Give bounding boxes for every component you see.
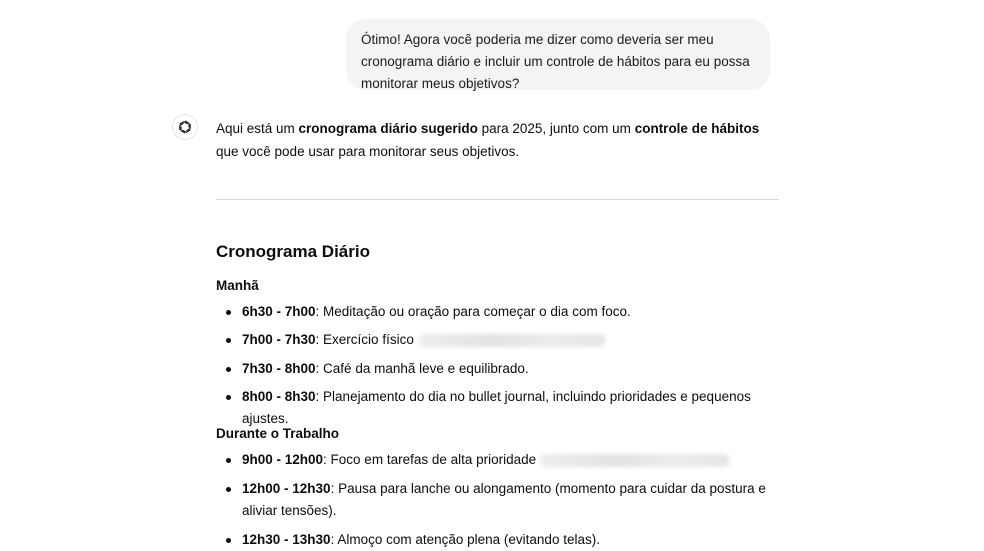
list-item-desc: : Foco em tarefas de alta prioridade [323, 452, 537, 467]
list-item-time: 12h00 - 12h30 [242, 481, 331, 496]
blurred-text [540, 454, 730, 467]
intro-text-2: para 2025, junto com um [477, 121, 635, 136]
bullet-icon [226, 395, 231, 400]
bullet-icon [226, 310, 231, 315]
section-title-morning: Manhã [216, 278, 259, 293]
blurred-text [418, 334, 606, 347]
list-item [226, 329, 786, 351]
openai-logo-icon [172, 114, 198, 140]
bullet-icon [226, 487, 231, 492]
bullet-icon [226, 538, 231, 543]
list-item [226, 449, 786, 471]
list-item [226, 301, 786, 323]
list-item-desc: : Almoço com atenção plena (evitando telas). [330, 532, 600, 547]
intro-text-1: Aqui está um [216, 121, 299, 136]
bullet-icon [226, 367, 231, 372]
horizontal-divider [216, 199, 779, 200]
intro-bold-1: cronograma diário sugerido [298, 121, 478, 136]
bullet-icon [226, 458, 231, 463]
list-item-desc: : Exercício físico [315, 332, 414, 347]
list-item-time: 6h30 - 7h00 [242, 304, 316, 319]
list-item [226, 529, 786, 551]
list-item [226, 358, 786, 380]
list-item-time: 8h00 - 8h30 [242, 389, 316, 404]
intro-bold-2: controle de hábitos [634, 121, 760, 136]
list-item-time: 12h30 - 13h30 [242, 532, 331, 547]
list-item-time: 7h00 - 7h30 [242, 332, 316, 347]
assistant-intro-paragraph [216, 117, 776, 163]
intro-text-3: que você pode usar para monitorar seus objetivos. [216, 144, 520, 159]
list-item-desc: : Planejamento do dia no bullet journal, incluindo prioridades e pequenos ajustes. [242, 389, 751, 426]
list-item-desc: : Pausa para lanche ou alongamento (momento para cuidar da postura e aliviar tensões). [242, 481, 766, 518]
list-item-desc: : Café da manhã leve e equilibrado. [315, 361, 529, 376]
list-item-time: 7h30 - 8h00 [242, 361, 316, 376]
list-item-time: 9h00 - 12h00 [242, 452, 324, 467]
schedule-heading: Cronograma Diário [216, 242, 370, 261]
user-message-text: Ótimo! Agora você poderia me dizer como deveria ser meu cronograma diário e incluir um controle de hábitos para eu possa monitorar meus objetivos? [361, 32, 750, 91]
list-item [226, 478, 786, 522]
bullet-icon [226, 338, 231, 343]
user-message-bubble [346, 19, 770, 90]
section-title-work: Durante o Trabalho [216, 426, 340, 441]
list-item-desc: : Meditação ou oração para começar o dia com foco. [315, 304, 631, 319]
